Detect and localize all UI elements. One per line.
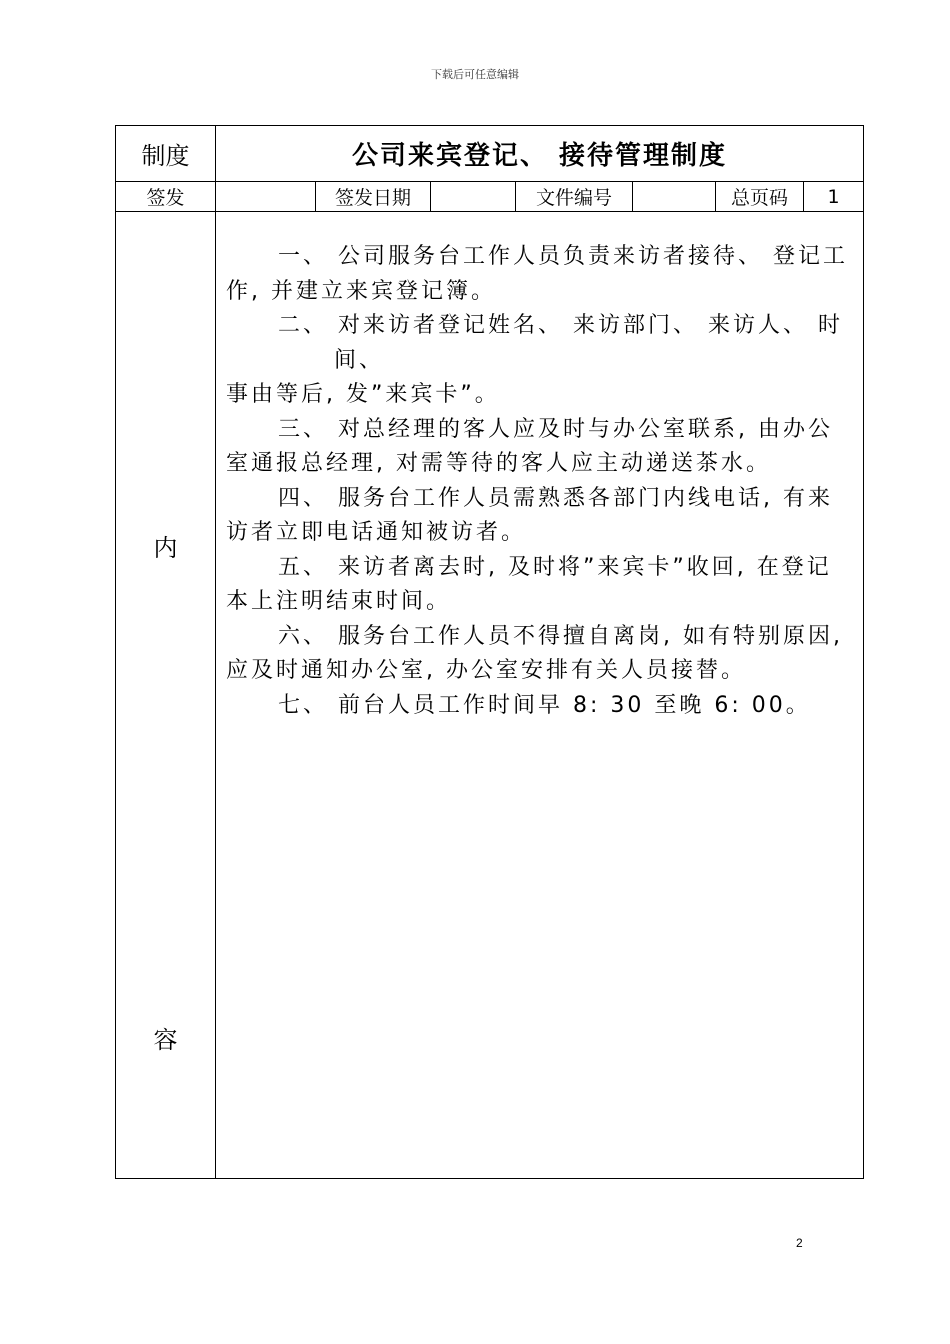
rule-7-line-1: 七、 前台人员工作时间早 8: 30 至晚 6: 00。: [278, 692, 811, 718]
rule-4-line-1: 四、 服务台工作人员需熟悉各部门内线电话, 有来: [278, 485, 833, 511]
rule-1-line-1: 一、 公司服务台工作人员负责来访者接待、 登记工: [278, 244, 848, 269]
rule-3-line-2: 室通报总经理, 对需等待的客人应主动递送茶水。: [226, 451, 771, 476]
content-label-bottom: 容: [153, 1026, 178, 1054]
rule-5-line-2: 本上注明结束时间。: [226, 589, 452, 614]
total-pages-value: 1: [804, 182, 864, 212]
rule-4-line-2: 访者立即电话通知被访者。: [226, 520, 527, 545]
rule-2-line-3: 事由等后, 发”来宾卡”。: [226, 382, 500, 407]
rule-paragraph-3: [226, 413, 855, 482]
system-label: 制度: [116, 126, 216, 182]
title-row: [116, 126, 864, 182]
document-title: 公司来宾登记、 接待管理制度: [216, 126, 864, 182]
rule-paragraph-5: [226, 551, 855, 620]
regulation-table: [115, 125, 864, 1179]
rule-3-line-1: 三、 对总经理的客人应及时与办公室联系, 由办公: [278, 416, 833, 442]
issue-value: [216, 182, 316, 212]
file-number-value: [633, 182, 716, 212]
content-row: [116, 212, 864, 1179]
rule-paragraph-6: [226, 620, 855, 689]
rule-paragraph-1: [226, 240, 855, 309]
rule-2-line-2: 间、: [334, 347, 385, 373]
rule-paragraph-7: [226, 689, 855, 724]
page-number: 2: [796, 1236, 803, 1250]
total-pages-label: 总页码: [716, 182, 804, 212]
file-number-label: 文件编号: [516, 182, 633, 212]
page-header-note: 下载后可任意编辑: [431, 68, 519, 81]
rule-paragraph-4: [226, 482, 855, 551]
issue-info-row: [116, 182, 864, 212]
rule-6-line-2: 应及时通知办公室, 办公室安排有关人员接替。: [226, 658, 746, 683]
rule-6-line-1: 六、 服务台工作人员不得擅自离岗, 如有特别原因,: [278, 623, 843, 649]
rule-2-line-1: 二、 对来访者登记姓名、 来访部门、 来访人、 时: [278, 313, 843, 338]
issue-date-value: [431, 182, 516, 212]
rule-paragraph-2: [226, 309, 855, 344]
content-body: [216, 212, 864, 1179]
content-label-cell: [116, 212, 216, 1179]
issue-label: 签发: [116, 182, 216, 212]
rule-1-line-2: 作, 并建立来宾登记簿。: [226, 278, 496, 304]
content-label-top: 内: [153, 534, 178, 562]
issue-date-label: 签发日期: [316, 182, 431, 212]
rule-5-line-1: 五、 来访者离去时, 及时将”来宾卡”收回, 在登记: [278, 554, 832, 580]
